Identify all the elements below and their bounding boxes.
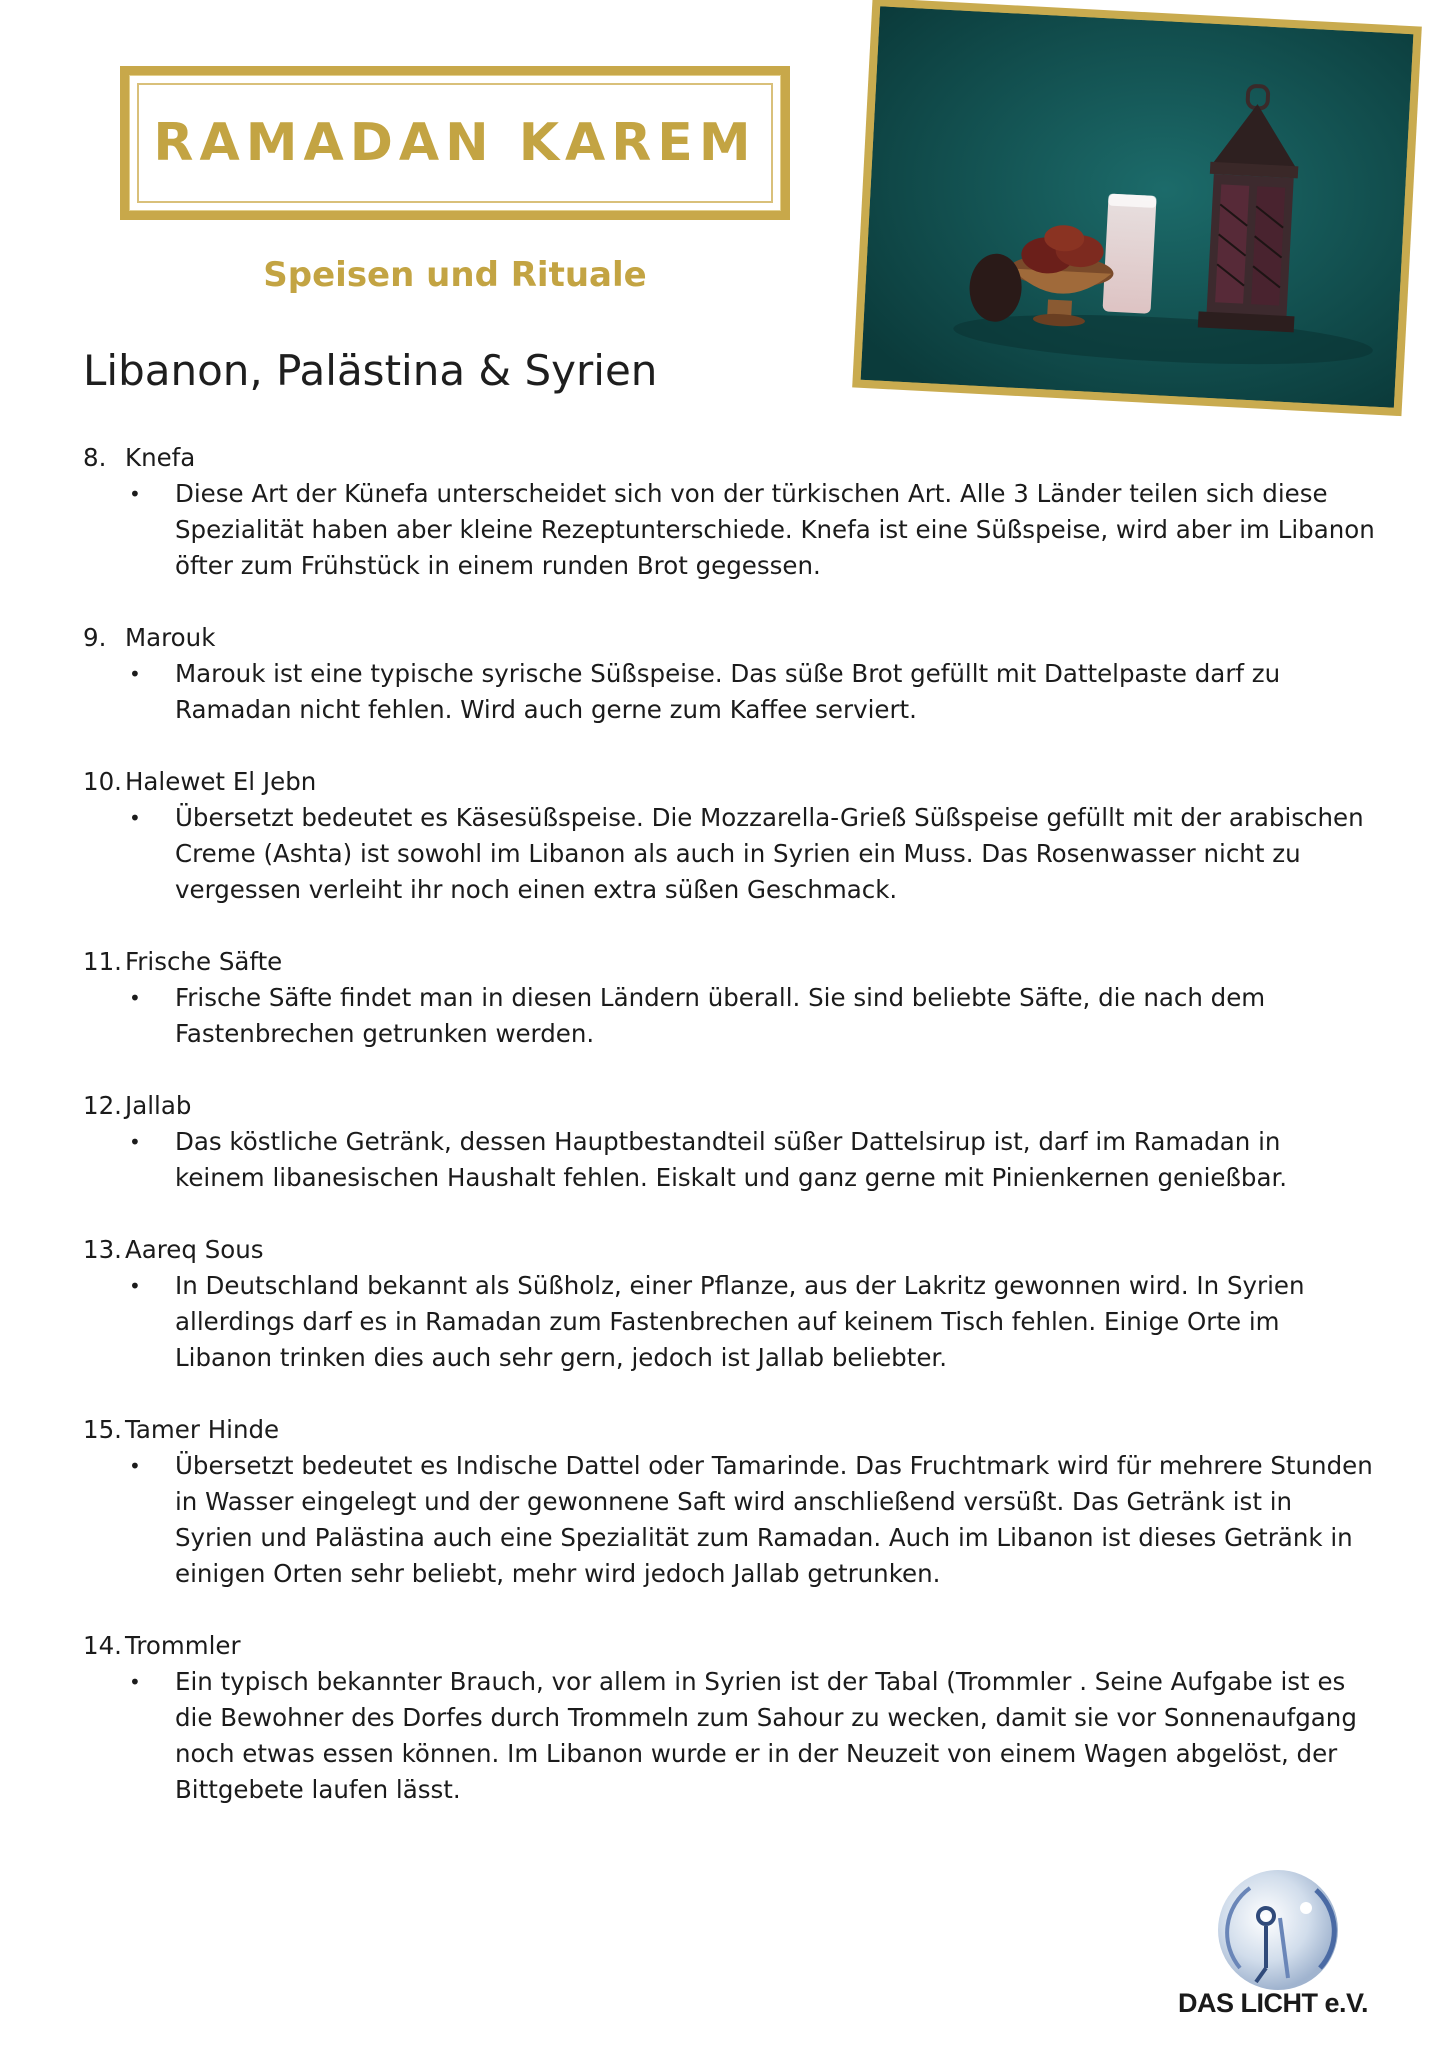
- item-text: In Deutschland bekannt als Süßholz, einer Pflanze, aus der Lakritz gewonnen wird. In Syrien allerdings darf es in Ramadan zum Fastenbrechen auf keinem Tisch fehlen. Einige Orte im Libanon trinken dies auch sehr gern, jedoch ist Jallab beliebter.: [175, 1271, 1305, 1372]
- bullet-icon: •: [129, 1454, 141, 1478]
- item-title: Aareq Sous: [125, 1235, 264, 1264]
- item-title: Marouk: [125, 623, 216, 652]
- ramadan-lantern-photo: [852, 0, 1422, 416]
- list-item: [83, 1088, 1383, 1196]
- item-number: 10.: [83, 767, 122, 796]
- item-number: 11.: [83, 947, 122, 976]
- logo-text: DAS LICHT e.V.: [1178, 1988, 1369, 2018]
- bullet-icon: •: [129, 806, 141, 830]
- lantern-photo-illustration: [861, 6, 1414, 407]
- item-text: Übersetzt bedeutet es Indische Dattel oder Tamarinde. Das Fruchtmark wird für mehrere Stunden in Wasser eingelegt und der gewonnene Saft wird anschließend versüßt. Das Getränk ist in Syrien und Palästina auch eine Spezialität zum Ramadan. Auch im Libanon ist dieses Getränk in einigen Orten sehr beliebt, mehr wird jedoch Jallab getrunken.: [175, 1451, 1373, 1588]
- item-number: 13.: [83, 1235, 122, 1264]
- item-number: 15.: [83, 1415, 122, 1444]
- bullet-icon: •: [129, 986, 141, 1010]
- list-item: [83, 1628, 1383, 1808]
- list-item: [83, 764, 1383, 908]
- list-item: [83, 944, 1383, 1052]
- page-title: RAMADAN KAREM: [153, 113, 757, 173]
- item-number: 8.: [83, 443, 107, 472]
- item-text: Übersetzt bedeutet es Käsesüßspeise. Die Mozzarella-Grieß Süßspeise gefüllt mit der arabischen Creme (Ashta) ist sowohl im Libanon als auch in Syrien ein Muss. Das Rosenwasser nicht zu vergessen verleiht ihr noch einen extra süßen Geschmack.: [175, 803, 1364, 904]
- item-title: Knefa: [125, 443, 196, 472]
- list-item: [83, 1232, 1383, 1376]
- bullet-icon: •: [129, 1130, 141, 1154]
- title-frame-inner: [137, 83, 773, 203]
- list-item: [83, 1412, 1383, 1592]
- item-list: [83, 440, 1383, 1844]
- item-text: Das köstliche Getränk, dessen Hauptbestandteil süßer Dattelsirup ist, darf im Ramadan in keinem libanesischen Haushalt fehlen. Eiskalt und ganz gerne mit Pinienkernen genießbar.: [175, 1127, 1288, 1192]
- item-number: 12.: [83, 1091, 122, 1120]
- title-frame: [120, 66, 790, 220]
- page-subtitle: Speisen und Rituale: [263, 255, 647, 295]
- section-heading: Libanon, Palästina & Syrien: [83, 346, 658, 395]
- item-title: Jallab: [125, 1091, 192, 1120]
- item-text: Marouk ist eine typische syrische Süßspeise. Das süße Brot gefüllt mit Dattelpaste darf zu Ramadan nicht fehlen. Wird auch gerne zum Kaffee serviert.: [175, 659, 1281, 724]
- item-number: 9.: [83, 623, 107, 652]
- item-title: Halewet El Jebn: [125, 767, 317, 796]
- bullet-icon: •: [129, 662, 141, 686]
- list-item: [83, 620, 1383, 728]
- bullet-icon: •: [129, 482, 141, 506]
- bullet-icon: •: [129, 1670, 141, 1694]
- item-text: Frische Säfte findet man in diesen Ländern überall. Sie sind beliebte Säfte, die nach dem Fastenbrechen getrunken werden.: [175, 983, 1266, 1048]
- bullet-icon: •: [129, 1274, 141, 1298]
- item-title: Trommler: [125, 1631, 241, 1660]
- list-item: [83, 440, 1383, 584]
- item-text: Diese Art der Künefa unterscheidet sich von der türkischen Art. Alle 3 Länder teilen sich diese Spezialität haben aber kleine Rezeptunterschiede. Knefa ist eine Süßspeise, wird aber im Libanon öfter zum Frühstück in einem runden Brot gegessen.: [175, 479, 1375, 580]
- item-text: Ein typisch bekannter Brauch, vor allem in Syrien ist der Tabal (Trommler . Seine Aufgabe ist es die Bewohner des Dorfes durch Trommeln zum Sahour zu wecken, damit sie vor Sonnenaufgang noch etwas essen können. Im Libanon wurde er in der Neuzeit von einem Wagen abgelöst, der Bittgebete laufen lässt.: [175, 1667, 1357, 1804]
- item-title: Frische Säfte: [125, 947, 283, 976]
- item-number: 14.: [83, 1631, 122, 1660]
- item-title: Tamer Hinde: [125, 1415, 280, 1444]
